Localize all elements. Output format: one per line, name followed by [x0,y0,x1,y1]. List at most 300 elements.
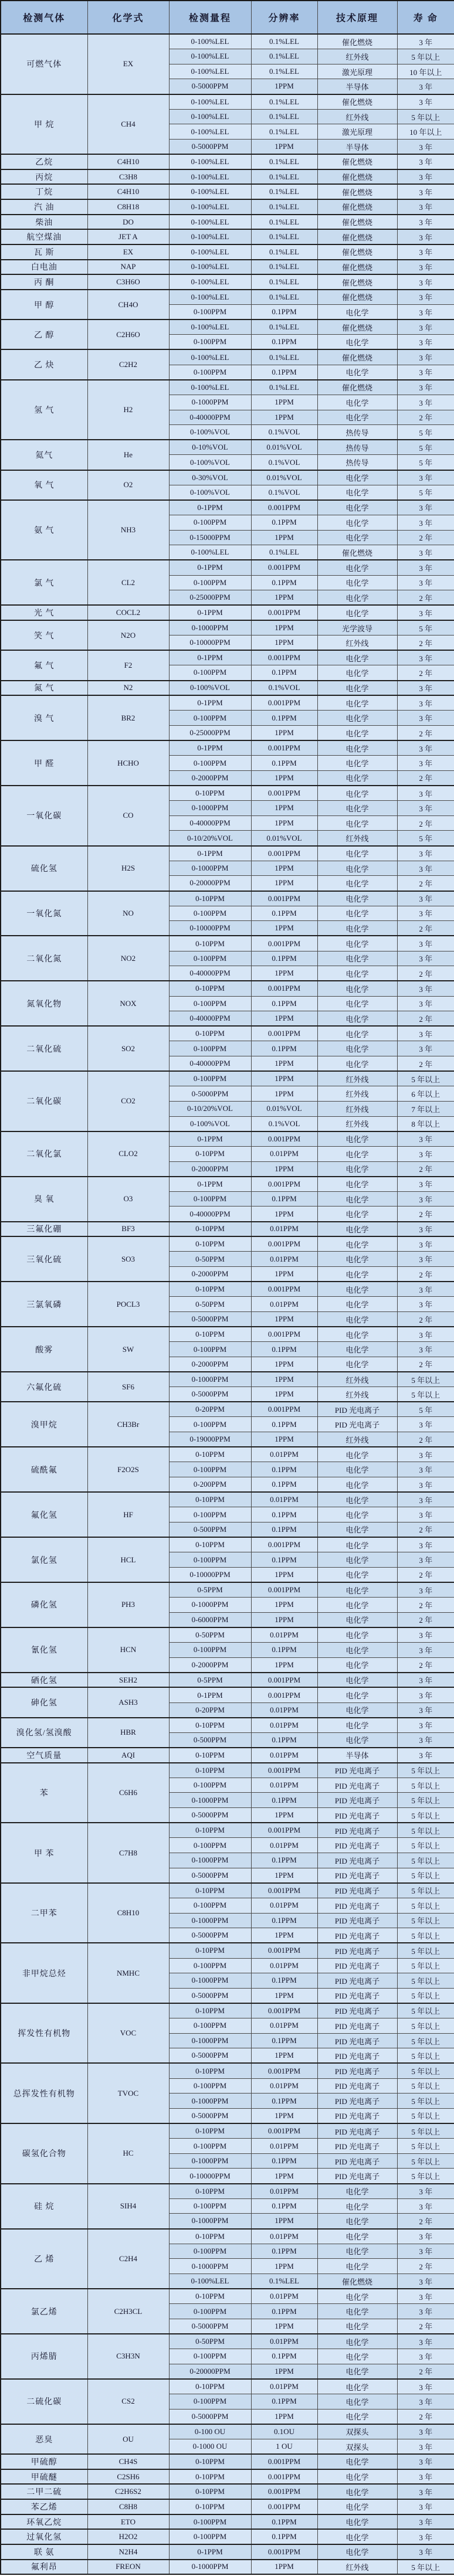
cell-range: 0-6000PPM [169,1612,251,1627]
cell-principle: 双探头 [317,2439,397,2455]
cell-resolution: 0.1PPM [251,1973,317,1989]
cell-range: 0-1000PPM [169,395,251,410]
cell-principle: 半导体 [317,139,397,154]
cell-resolution: 0.001PPM [251,2063,317,2078]
cell-range: 0-100%LEL [169,2273,251,2289]
cell-gas-name: 氢 气 [1,380,87,440]
cell-gas-name: 丙烯腈 [1,2334,87,2379]
cell-gas-name: 氟利昂 [1,2560,87,2575]
cell-principle: PID 光电离子 [317,2123,397,2139]
cell-principle: 电化学 [317,1131,397,1147]
cell-range: 0-1PPM [169,2544,251,2560]
cell-lifespan: 3 年 [397,470,454,485]
cell-resolution: 0.1%LEL [251,349,317,365]
cell-resolution: 0.1PPM [251,1522,317,1537]
cell-formula: JET A [87,229,169,244]
column-header-lifespan: 寿 命 [397,1,454,34]
cell-lifespan: 3 年 [397,1507,454,1523]
cell-lifespan: 5 年 [397,831,454,846]
cell-principle: 电化学 [317,1041,397,1056]
cell-resolution: 0.1PPM [251,2094,317,2109]
table-row [1,2379,454,2394]
cell-resolution: 0.01%VOL [251,440,317,455]
cell-gas-name: 甲 苯 [1,1823,87,1883]
cell-formula: C3H6O [87,274,169,290]
cell-principle: 电化学 [317,2184,397,2199]
table-row [1,199,454,215]
cell-formula: SIH4 [87,2184,169,2229]
cell-principle: 电化学 [317,1643,397,1658]
cell-principle: 电化学 [317,1177,397,1192]
table-row [1,2289,454,2304]
cell-range: 0-10PPM [169,1718,251,1733]
cell-range: 0-100%VOL [169,1116,251,1131]
cell-formula: He [87,440,169,470]
cell-formula: C4H10 [87,154,169,169]
cell-principle: 电化学 [317,1267,397,1282]
cell-resolution: 1PPM [251,2214,317,2229]
cell-formula: NOX [87,981,169,1026]
table-row [1,1823,454,1838]
table-row [1,229,454,244]
cell-resolution: 0.1%VOL [251,455,317,470]
cell-resolution: 1PPM [251,395,317,410]
cell-principle: 电化学 [317,515,397,531]
table-row [1,1327,454,1342]
cell-lifespan: 3 年 [397,605,454,620]
cell-gas-name: 丙烷 [1,169,87,185]
column-header-principle: 技术原理 [317,1,397,34]
cell-gas-name: 砷化氢 [1,1687,87,1717]
cell-resolution: 0.01PPM [251,1447,317,1462]
cell-gas-name: 丙 酮 [1,274,87,290]
cell-principle: 电化学 [317,1146,397,1161]
cell-lifespan: 5 年 [397,425,454,440]
cell-principle: 电化学 [317,2394,397,2410]
cell-range: 0-100PPM [169,515,251,531]
cell-gas-name: 氮 气 [1,681,87,696]
cell-principle: 电化学 [317,2529,397,2544]
cell-lifespan: 3 年 [397,936,454,951]
cell-range: 0-10PPM [169,2003,251,2018]
cell-resolution: 0.1PPM [251,1913,317,1928]
cell-resolution: 0.1%LEL [251,320,317,335]
cell-principle: 电化学 [317,2229,397,2244]
cell-range: 0-100PPM [169,1462,251,1477]
cell-lifespan: 3 年 [397,2289,454,2304]
cell-resolution: 0.1%LEL [251,184,317,199]
column-header-range: 检测量程 [169,1,251,34]
cell-principle: 电化学 [317,2379,397,2394]
cell-formula: SO2 [87,1026,169,1071]
cell-lifespan: 3 年 [397,545,454,560]
cell-lifespan: 3 年 [397,2349,454,2364]
cell-range: 0-5000PPM [169,2048,251,2064]
cell-lifespan: 5 年以上 [397,2108,454,2123]
cell-gas-name: 可燃气体 [1,34,87,94]
column-header-resolution: 分辨率 [251,1,317,34]
cell-formula: NAP [87,260,169,275]
cell-gas-name: 氰化氢 [1,1627,87,1673]
cell-formula: HCL [87,1537,169,1582]
cell-range: 0-100PPM [169,2078,251,2094]
cell-lifespan: 2 年 [397,1011,454,1027]
cell-gas-name: 一氧化氮 [1,891,87,936]
cell-lifespan: 3 年 [397,1718,454,1733]
table-row [1,1718,454,1733]
cell-range: 0-50PPM [169,1297,251,1312]
cell-lifespan: 5 年以上 [397,2139,454,2154]
cell-lifespan: 2 年 [397,1056,454,1072]
cell-principle: 催化燃烧 [317,229,397,244]
cell-range: 0-10PPM [169,1222,251,1237]
table-row [1,1582,454,1598]
cell-range: 0-100PPM [169,1191,251,1207]
cell-principle: 热传导 [317,455,397,470]
cell-range: 0-10PPM [169,2484,251,2499]
table-row [1,2454,454,2469]
table-row [1,2063,454,2078]
cell-range: 0-10PPM [169,1327,251,1342]
cell-formula: H2S [87,846,169,891]
cell-principle: 电化学 [317,2499,397,2514]
cell-range: 0-1PPM [169,846,251,861]
table-row [1,1627,454,1643]
cell-principle: PID 光电离子 [317,2078,397,2094]
cell-lifespan: 2 年 [397,2214,454,2229]
cell-resolution: 0.01PPM [251,2379,317,2394]
cell-resolution: 1PPM [251,635,317,651]
cell-range: 0-50PPM [169,1627,251,1643]
cell-lifespan: 3 年 [397,2499,454,2514]
cell-principle: 电化学 [317,815,397,831]
cell-resolution: 0.1PPM [251,711,317,726]
cell-range: 0-100%LEL [169,545,251,560]
table-row [1,681,454,696]
table-row [1,2560,454,2575]
table-row [1,1748,454,1763]
cell-principle: PID 光电离子 [317,2139,397,2154]
cell-range: 0-200PPM [169,1477,251,1493]
cell-lifespan: 3 年 [397,575,454,590]
table-row [1,290,454,305]
cell-lifespan: 5 年以上 [397,1988,454,2003]
cell-formula: DO [87,215,169,230]
cell-lifespan: 2 年 [397,2259,454,2274]
cell-lifespan: 3 年 [397,1643,454,1658]
cell-principle: 电化学 [317,2484,397,2499]
table-row [1,2499,454,2514]
cell-principle: PID 光电离子 [317,1958,397,1973]
cell-resolution: 1 OU [251,2439,317,2455]
cell-principle: 电化学 [317,876,397,891]
cell-lifespan: 5 年以上 [397,1838,454,1853]
cell-principle: 电化学 [317,2514,397,2530]
table-row [1,2544,454,2560]
cell-resolution: 1PPM [251,2169,317,2184]
cell-lifespan: 2 年 [397,665,454,681]
table-row [1,1222,454,1237]
cell-principle: 电化学 [317,756,397,771]
cell-resolution: 0.01PPM [251,1146,317,1161]
cell-principle: 电化学 [317,1567,397,1582]
cell-range: 0-1000PPM [169,1913,251,1928]
cell-range: 0-1PPM [169,1131,251,1147]
cell-lifespan: 3 年 [397,320,454,335]
cell-principle: 红外线 [317,49,397,64]
cell-range: 0-5000PPM [169,2319,251,2334]
cell-principle: 激光原理 [317,124,397,140]
cell-principle: 电化学 [317,936,397,951]
cell-gas-name: 甲硫醚 [1,2469,87,2485]
cell-principle: 电化学 [317,951,397,966]
table-row [1,2484,454,2499]
cell-resolution: 0.01PPM [251,1222,317,1237]
cell-formula: EX [87,34,169,94]
cell-range: 0-1000PPM [169,861,251,876]
cell-gas-name: 二甲二硫 [1,2484,87,2499]
cell-resolution: 0.001PPM [251,2469,317,2485]
table-row [1,169,454,185]
cell-range: 0-100PPM [169,1041,251,1056]
cell-resolution: 1PPM [251,1598,317,1613]
cell-range: 0-100 OU [169,2424,251,2439]
table-row [1,2514,454,2530]
cell-resolution: 0.001PPM [251,2484,317,2499]
cell-gas-name: 苯 [1,1763,87,1823]
cell-gas-name: 乙烷 [1,154,87,169]
cell-formula: POCL3 [87,1282,169,1327]
cell-lifespan: 3 年 [397,1552,454,1568]
cell-lifespan: 5 年以上 [397,2048,454,2064]
cell-lifespan: 3 年 [397,891,454,906]
cell-resolution: 1PPM [251,1432,317,1447]
cell-formula: C3H8 [87,169,169,185]
cell-lifespan: 5 年以上 [397,1853,454,1868]
cell-principle: PID 光电离子 [317,1928,397,1943]
cell-principle: 热传导 [317,425,397,440]
cell-lifespan: 5 年以上 [397,1928,454,1943]
cell-resolution: 1PPM [251,530,317,545]
cell-resolution: 0.01%VOL [251,831,317,846]
cell-range: 0-30%VOL [169,470,251,485]
cell-principle: 催化燃烧 [317,215,397,230]
cell-range: 0-100PPM [169,1643,251,1658]
cell-principle: PID 光电离子 [317,1973,397,1989]
cell-range: 0-100%LEL [169,124,251,140]
cell-formula: ETO [87,2514,169,2530]
cell-gas-name: 二氧化氮 [1,936,87,981]
cell-resolution: 0.001PPM [251,1402,317,1417]
cell-resolution: 0.01PPM [251,2184,317,2199]
cell-resolution: 0.1PPM [251,1477,317,1493]
cell-principle: 催化燃烧 [317,274,397,290]
cell-resolution: 0.001PPM [251,560,317,575]
cell-resolution: 0.001PPM [251,1582,317,1598]
cell-principle: 半导体 [317,79,397,94]
cell-range: 0-10PPM [169,1146,251,1161]
cell-range: 0-40000PPM [169,1056,251,1072]
cell-lifespan: 2 年 [397,1657,454,1673]
cell-formula: F2 [87,650,169,680]
cell-formula: CO [87,786,169,846]
cell-lifespan: 2 年 [397,1267,454,1282]
table-row [1,981,454,996]
cell-resolution: 0.1PPM [251,515,317,531]
cell-principle: 红外线 [317,1372,397,1387]
cell-resolution: 0.01PPM [251,1898,317,1913]
cell-resolution: 0.1%LEL [251,34,317,49]
cell-resolution: 1PPM [251,2319,317,2334]
cell-principle: PID 光电离子 [317,1838,397,1853]
cell-resolution: 0.001PPM [251,1026,317,1041]
cell-range: 0-5000PPM [169,1808,251,1823]
cell-gas-name: 臭 氧 [1,1177,87,1222]
cell-resolution: 0.001PPM [251,786,317,801]
cell-principle: 电化学 [317,711,397,726]
cell-gas-name: 二硫化碳 [1,2379,87,2424]
cell-principle: 电化学 [317,981,397,996]
cell-lifespan: 3 年 [397,2529,454,2544]
cell-lifespan: 3 年 [397,349,454,365]
cell-lifespan: 5 年以上 [397,1898,454,1913]
cell-resolution: 0.1PPM [251,951,317,966]
table-body [1,34,454,2574]
cell-principle: 电化学 [317,665,397,681]
cell-resolution: 0.01PPM [251,1702,317,1718]
cell-lifespan: 3 年 [397,1177,454,1192]
cell-lifespan: 3 年 [397,846,454,861]
cell-range: 0-2000PPM [169,1267,251,1282]
cell-lifespan: 3 年 [397,681,454,696]
cell-resolution: 0.1PPM [251,996,317,1011]
cell-lifespan: 5 年以上 [397,1883,454,1898]
cell-resolution: 0.001PPM [251,1236,317,1252]
cell-principle: 电化学 [317,1252,397,1267]
cell-lifespan: 3 年 [397,1191,454,1207]
cell-range: 0-19000PPM [169,1432,251,1447]
cell-range: 0-10PPM [169,1236,251,1252]
cell-principle: 电化学 [317,410,397,425]
cell-lifespan: 3 年 [397,2544,454,2560]
cell-gas-name: 非甲烷总烃 [1,1943,87,2003]
cell-resolution: 0.001PPM [251,2123,317,2139]
cell-resolution: 0.001PPM [251,1673,317,1688]
cell-principle: PID 光电离子 [317,2033,397,2048]
cell-range: 0-10PPM [169,1748,251,1763]
cell-range: 0-10PPM [169,786,251,801]
cell-principle: 电化学 [317,2544,397,2560]
cell-resolution: 0.001PPM [251,1282,317,1297]
cell-lifespan: 2 年 [397,966,454,981]
cell-lifespan: 3 年 [397,2469,454,2485]
cell-gas-name: 二氧化硫 [1,1026,87,1071]
cell-range: 0-100PPM [169,1958,251,1973]
cell-lifespan: 5 年以上 [397,1943,454,1958]
cell-principle: 电化学 [317,2259,397,2274]
cell-range: 0-10PPM [169,2289,251,2304]
cell-principle: 电化学 [317,725,397,740]
cell-formula: ASH3 [87,1687,169,1717]
cell-resolution: 0.01PPM [251,1627,317,1643]
cell-resolution: 0.01PPM [251,2078,317,2094]
cell-principle: PID 光电离子 [317,1808,397,1823]
cell-principle: PID 光电离子 [317,1793,397,1808]
cell-principle: PID 光电离子 [317,2094,397,2109]
cell-formula: C7H8 [87,1823,169,1883]
cell-principle: 激光原理 [317,64,397,79]
cell-range: 0-100PPM [169,2349,251,2364]
cell-range: 0-5000PPM [169,1928,251,1943]
cell-range: 0-10PPM [169,2379,251,2394]
cell-lifespan: 3 年 [397,2379,454,2394]
cell-resolution: 0.001PPM [251,500,317,515]
cell-lifespan: 5 年以上 [397,2018,454,2034]
cell-range: 0-1PPM [169,1177,251,1192]
cell-resolution: 0.1%VOL [251,1116,317,1131]
cell-principle: 电化学 [317,996,397,1011]
cell-range: 0-100PPM [169,2304,251,2319]
cell-formula: C2H3CL [87,2289,169,2334]
cell-principle: 电化学 [317,2364,397,2379]
cell-principle: 催化燃烧 [317,244,397,260]
cell-principle: 电化学 [317,1657,397,1673]
cell-lifespan: 3 年 [397,395,454,410]
cell-range: 0-100PPM [169,2198,251,2214]
cell-formula: EX [87,244,169,260]
cell-range: 0-100%LEL [169,215,251,230]
cell-gas-name: 二氧化碳 [1,1071,87,1131]
cell-lifespan: 3 年 [397,2198,454,2214]
cell-formula: H2 [87,380,169,440]
cell-formula: CH4S [87,2454,169,2469]
table-row [1,2529,454,2544]
cell-principle: 电化学 [317,395,397,410]
cell-range: 0-10PPM [169,891,251,906]
cell-resolution: 0.01PPM [251,1718,317,1733]
cell-resolution: 1PPM [251,815,317,831]
cell-lifespan: 2 年 [397,1612,454,1627]
cell-range: 0-20000PPM [169,2364,251,2379]
cell-resolution: 0.1PPM [251,365,317,380]
cell-range: 0-5000PPM [169,1868,251,1883]
cell-resolution: 1PPM [251,79,317,94]
cell-range: 0-100PPM [169,575,251,590]
cell-resolution: 0.1PPM [251,2153,317,2169]
cell-gas-name: 磷化氢 [1,1582,87,1627]
cell-gas-name: 乙 烯 [1,2229,87,2289]
cell-resolution: 0.01PPM [251,1838,317,1853]
cell-resolution: 0.001PPM [251,740,317,756]
cell-formula: C2H6S2 [87,2484,169,2499]
cell-range: 0-20PPM [169,1402,251,1417]
cell-resolution: 0.001PPM [251,695,317,711]
table-row [1,1883,454,1898]
cell-principle: 电化学 [317,1282,397,1297]
cell-principle: PID 光电离子 [317,1778,397,1793]
cell-resolution: 0.01PPM [251,1958,317,1973]
cell-lifespan: 3 年 [397,1673,454,1688]
cell-principle: 催化燃烧 [317,2273,397,2289]
cell-lifespan: 5 年以上 [397,1958,454,1973]
cell-resolution: 0.1PPM [251,1342,317,1357]
cell-resolution: 0.1%LEL [251,169,317,185]
cell-lifespan: 5 年 [397,440,454,455]
cell-lifespan: 5 年以上 [397,1778,454,1793]
cell-principle: 红外线 [317,1387,397,1402]
cell-lifespan: 3 年 [397,695,454,711]
cell-principle: 电化学 [317,1161,397,1177]
